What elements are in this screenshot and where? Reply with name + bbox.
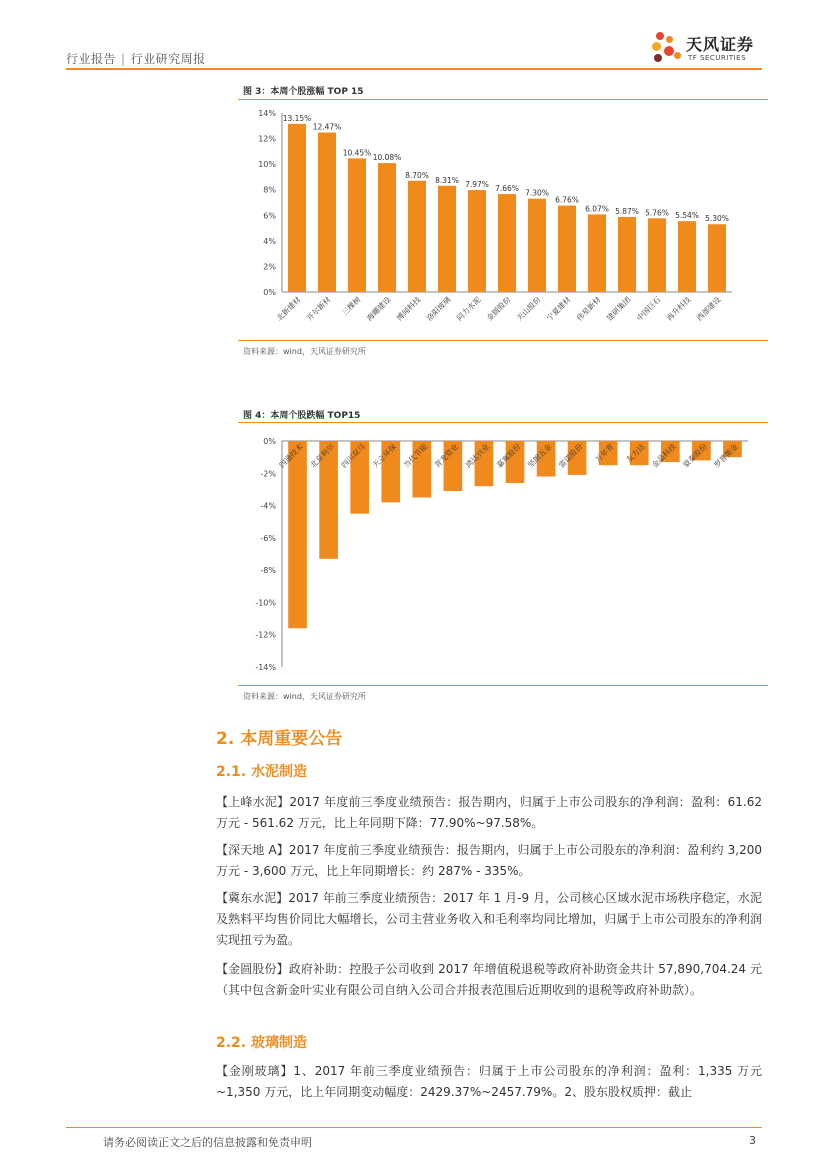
report-subtype: 行业研究周报 xyxy=(130,52,206,66)
notice-shentiandi: 【深天地 A】2017 年度前三季度业绩预告：报告期内，归属于上市公司股东的净利润：盈利约 3,200 万元 - 3,600 万元，比上年同期增长：约 287% - 335%。 xyxy=(216,843,762,878)
brand-name: 天风证券 xyxy=(686,35,755,54)
bar xyxy=(708,224,726,292)
data-label: 7.30% xyxy=(525,188,549,198)
bar xyxy=(348,158,366,292)
category-label: 罗普斯金 xyxy=(712,442,740,470)
data-label: 10.08% xyxy=(372,153,402,163)
category-label: 万年青 xyxy=(593,442,616,465)
category-label: 金晶科技 xyxy=(650,442,678,470)
y-tick-label: -4% xyxy=(260,501,276,511)
category-label: 北新建材 xyxy=(274,295,303,323)
category-label: 中国巨石 xyxy=(634,295,663,323)
footer-disclaimer: 请务必阅读正文之后的信息披露和免责申明 xyxy=(103,1136,312,1149)
category-label: 当代节能 xyxy=(401,442,430,470)
y-tick-label: -12% xyxy=(255,630,276,640)
y-tick-label: 6% xyxy=(263,211,276,221)
category-label: 宁夏建材 xyxy=(544,295,573,323)
data-label: 10.45% xyxy=(342,148,372,158)
category-label: 西部建设 xyxy=(694,295,723,323)
figure3-title: 图 3：本周个股涨幅 TOP 15 xyxy=(243,87,364,97)
company-logo xyxy=(650,30,765,66)
category-label: 洛阳玻璃 xyxy=(424,295,453,323)
category-label: 三棵树 xyxy=(340,295,363,318)
y-tick-label: 14% xyxy=(258,109,276,118)
bar xyxy=(648,218,666,292)
figure4-source: 资料来源：wind，天风证券研究所 xyxy=(243,692,366,701)
category-label: 天立环保 xyxy=(370,442,399,470)
category-label: 海螺建设 xyxy=(364,295,393,323)
figure4-chart xyxy=(238,423,768,685)
header-rule xyxy=(66,68,762,70)
figure3-source: 资料来源：wind，天风证券研究所 xyxy=(243,347,366,356)
data-label: 6.07% xyxy=(585,204,609,214)
figure4-title: 图 4：本周个股跌幅 TOP15 xyxy=(243,411,361,421)
y-tick-label: -2% xyxy=(260,469,276,479)
notice-jidong: 【冀东水泥】2017 年前三季度业绩预告：2017 年 1 月-9 月，公司核心区域水泥市场秩序稳定，水泥及熟料平均售价同比大幅增长，公司主营业务收入和毛利率均同比增加，归属于上市公司股东的净利润实现扭亏为盈。 xyxy=(216,891,762,947)
figure4-bottom-rule xyxy=(238,685,768,686)
y-tick-label: 0% xyxy=(263,288,276,297)
y-tick-label: 0% xyxy=(263,437,276,446)
category-label: 同力水泥 xyxy=(454,295,483,323)
subsection-cement: 2.1. 水泥制造 xyxy=(216,764,307,780)
data-label: 5.76% xyxy=(645,208,669,218)
category-label: 北京利尔 xyxy=(308,442,337,470)
category-label: 嘉寓股份 xyxy=(494,442,523,470)
bar xyxy=(408,181,426,292)
y-tick-label: -14% xyxy=(255,663,276,672)
category-label: 伟星新材 xyxy=(574,295,603,323)
category-label: 四通技术 xyxy=(277,442,305,470)
notice-shangfeng: 【上峰水泥】2017 年度前三季度业绩预告：报告期内，归属于上市公司股东的净利润：盈利：61.62 万元 - 561.62 万元，比上年同期下降：77.90%~97.58%。 xyxy=(216,795,762,830)
y-tick-label: 8% xyxy=(263,185,276,195)
category-label: 开尔新材 xyxy=(304,295,333,323)
category-label: 蒙泰股份 xyxy=(681,442,709,470)
data-label: 5.87% xyxy=(615,206,639,216)
bar xyxy=(438,186,456,292)
figure3-chart xyxy=(238,100,768,340)
data-label: 12.47% xyxy=(312,122,342,132)
page-number: 3 xyxy=(749,1134,756,1147)
notice-jingang: 【金刚玻璃】1、2017 年前三季度业绩预告：归属于上市公司股东的净利润：盈利：1,335 万元~1,350 万元，比上年同期变动幅度：2429.37%~2457.79%。2、股东股权质押：截止 xyxy=(216,1064,762,1099)
data-label: 5.54% xyxy=(675,211,699,221)
bar xyxy=(468,190,486,292)
category-label: 建研集团 xyxy=(604,295,633,323)
subsection-glass: 2.2. 玻璃制造 xyxy=(216,1035,307,1051)
header-breadcrumb xyxy=(66,50,206,67)
footer-rule xyxy=(66,1127,762,1128)
y-tick-label: -8% xyxy=(260,566,276,576)
bar xyxy=(588,214,606,292)
bar xyxy=(378,163,396,292)
y-tick-label: 10% xyxy=(258,160,276,170)
category-label: 天山股份 xyxy=(514,295,543,323)
category-label: 青龙管业 xyxy=(432,442,461,470)
y-tick-label: -6% xyxy=(260,533,276,543)
section-heading: 2. 本周重要公告 xyxy=(216,729,343,749)
y-tick-label: 12% xyxy=(258,134,276,144)
data-label: 8.70% xyxy=(405,170,429,180)
bar xyxy=(498,194,516,292)
category-label: 坚朗五金 xyxy=(525,442,554,470)
notice-jinyuan: 【金圆股份】政府补助：控股子公司收到 2017 年增值税退税等政府补助资金共计 57,890,704.24 元（其中包含新金叶实业有限公司自纳入公司合并报表范围后近期收到的退税等政府补助款）。 xyxy=(216,962,762,997)
data-label: 13.15% xyxy=(282,113,312,123)
data-label: 7.97% xyxy=(465,180,489,190)
category-label: 雷诺股份 xyxy=(556,442,585,470)
report-type: 行业报告 xyxy=(66,52,117,66)
bar xyxy=(678,221,696,292)
y-tick-label: 2% xyxy=(263,262,276,272)
figure3-bottom-rule xyxy=(238,340,768,341)
bar xyxy=(528,199,546,292)
category-label: 友力达 xyxy=(624,442,647,465)
bar xyxy=(558,206,576,292)
category-label: 博闻科技 xyxy=(394,295,423,323)
bar xyxy=(288,441,307,628)
data-label: 7.66% xyxy=(495,184,519,194)
bar xyxy=(618,217,636,292)
data-label: 5.30% xyxy=(705,214,729,224)
y-tick-label: -10% xyxy=(255,598,276,608)
brand-subtitle: TF SECURITIES xyxy=(688,54,747,62)
bar xyxy=(318,133,336,292)
category-label: 鸿达兴业 xyxy=(463,442,492,470)
category-label: 四川双马 xyxy=(339,442,368,470)
data-label: 8.31% xyxy=(435,175,459,185)
y-tick-label: 4% xyxy=(263,236,276,246)
data-label: 6.76% xyxy=(555,195,579,205)
category-label: 再升科技 xyxy=(664,295,693,323)
category-label: 金圆股份 xyxy=(484,295,513,323)
bar xyxy=(288,124,306,292)
header-separator: | xyxy=(121,52,126,66)
